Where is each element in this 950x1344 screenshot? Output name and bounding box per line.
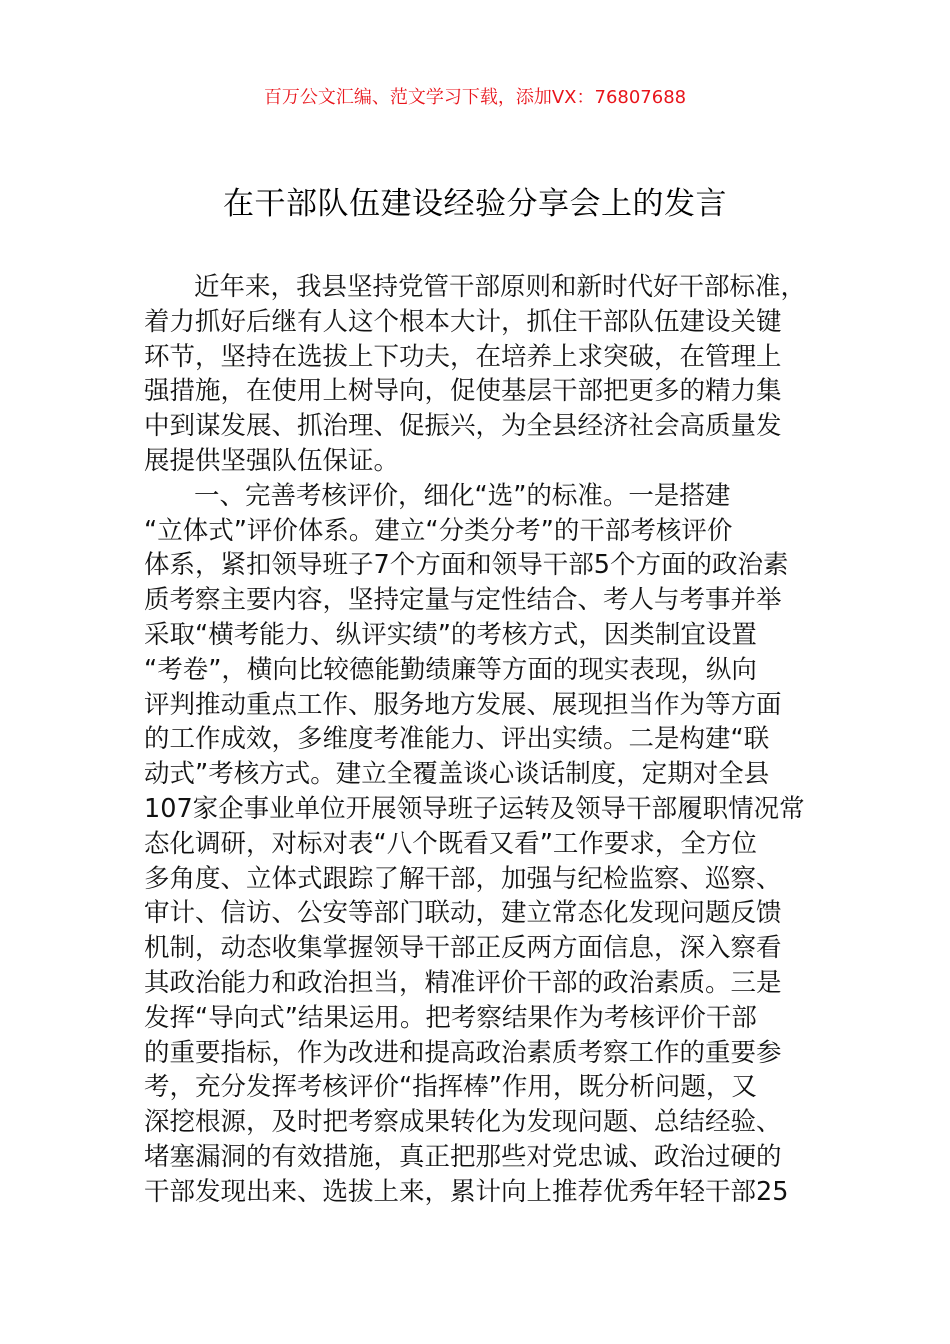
paragraph-line: 审计、信访、公安等部门联动，建立常态化发现问题反馈 <box>144 898 782 929</box>
paragraph-line: 考，充分发挥考核评价“指挥棒”作用，既分析问题，又 <box>144 1072 757 1103</box>
paragraph-line: 107家企事业单位开展领导班子运转及领导干部履职情况常 <box>144 793 805 824</box>
watermark-banner: 百万公文汇编、范文学习下载，添加VX：76807688 <box>263 87 687 108</box>
paragraph-line: 动式”考核方式。建立全覆盖谈心谈话制度，定期对全县 <box>144 759 770 790</box>
paragraph-line: 干部发现出来、选拔上来，累计向上推荐优秀年轻干部25 <box>144 1176 789 1207</box>
paragraph-line: “考卷”，横向比较德能勤绩廉等方面的现实表现，纵向 <box>144 654 757 685</box>
paragraph-line: 深挖根源，及时把考察成果转化为发现问题、总结经验、 <box>144 1107 782 1138</box>
document-body <box>144 270 834 1210</box>
paragraph-line: 机制，动态收集掌握领导干部正反两方面信息，深入察看 <box>144 933 782 964</box>
paragraph-line: 展提供坚强队伍保证。 <box>144 445 400 476</box>
paragraph-line: “立体式”评价体系。建立“分类分考”的干部考核评价 <box>144 515 733 546</box>
paragraph-line: 多角度、立体式跟踪了解干部，加强与纪检监察、巡察、 <box>144 863 782 894</box>
paragraph-line: 态化调研，对标对表“八个既看又看”工作要求，全方位 <box>144 828 757 859</box>
paragraph-line: 中到谋发展、抓治理、促振兴，为全县经济社会高质量发 <box>144 411 782 442</box>
paragraph-line: 采取“横考能力、纵评实绩”的考核方式，因类制宜设置 <box>144 619 757 650</box>
paragraph-line: 评判推动重点工作、服务地方发展、展现担当作为等方面 <box>144 689 782 720</box>
paragraph-line: 其政治能力和政治担当，精准评价干部的政治素质。三是 <box>144 967 782 998</box>
document-title: 在干部队伍建设经验分享会上的发言 <box>223 186 727 222</box>
paragraph-line: 堵塞漏洞的有效措施，真正把那些对党忠诚、政治过硬的 <box>144 1141 782 1172</box>
section-heading-line: 一、完善考核评价，细化“选”的标准。一是搭建 <box>194 480 731 511</box>
paragraph-line: 体系，紧扣领导班子7个方面和领导干部5个方面的政治素 <box>144 550 789 581</box>
paragraph-line: 强措施，在使用上树导向，促使基层干部把更多的精力集 <box>144 376 782 407</box>
paragraph-line: 质考察主要内容，坚持定量与定性结合、考人与考事并举 <box>144 585 782 616</box>
paragraph-line: 发挥“导向式”结果运用。把考察结果作为考核评价干部 <box>144 1002 757 1033</box>
paragraph-line: 环节，坚持在选拔上下功夫，在培养上求突破，在管理上 <box>144 341 782 372</box>
paragraph-line: 近年来，我县坚持党管干部原则和新时代好干部标准， <box>194 272 807 302</box>
paragraph-line: 着力抓好后继有人这个根本大计，抓住干部队伍建设关键 <box>144 306 782 337</box>
paragraph-line: 的工作成效，多维度考准能力、评出实绩。二是构建“联 <box>144 724 770 755</box>
paragraph-line: 的重要指标，作为改进和提高政治素质考察工作的重要参 <box>144 1037 782 1068</box>
